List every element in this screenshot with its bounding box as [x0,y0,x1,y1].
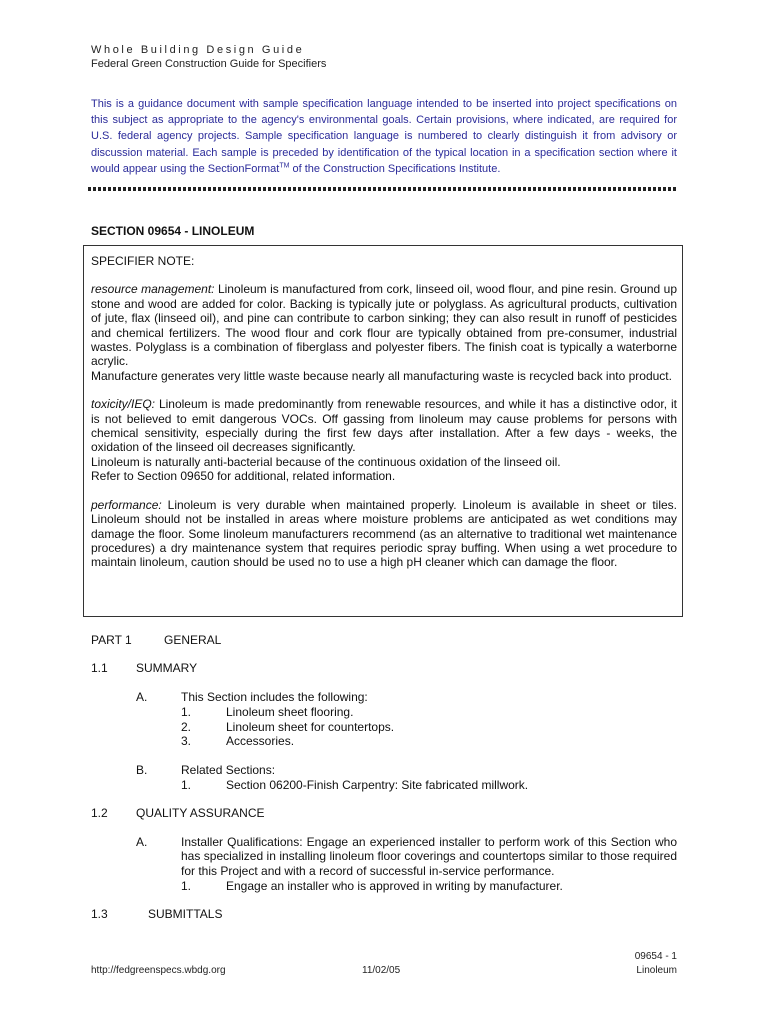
note-resource-paragraph [91,282,677,368]
article-1-2-title: QUALITY ASSURANCE [136,806,265,820]
para-a-label: A. [136,690,148,704]
toxicity-text-3: Refer to Section 09650 for additional, related information. [91,469,396,484]
performance-text: Linoleum is very durable when maintained properly. Linoleum is available in sheet or tiles. Linoleum should not be installed in areas where moisture problems are anticipated as wet conditions may damage the floor. Some linoleum manufacturers recommend (as an alternative to traditional wet maintenance procedures) a dry maintenance system that requires periodic spray buffing. When using a wet procedure to maintain linoleum, caution should be used no to use a high pH cleaner which can damage the floor. [91,497,677,570]
note-heading: SPECIFIER NOTE: [91,254,195,268]
list-item-text: Linoleum sheet flooring. [226,705,354,719]
list-item-number: 1. [181,778,192,792]
toxicity-label: toxicity/IEQ: [91,397,156,412]
part-number: PART 1 [91,633,132,647]
document-series-title: Whole Building Design Guide [91,44,305,56]
performance-label: performance: [91,497,162,512]
intro-text: This is a guidance document with sample specification language intended to be inserted into project specifications on this subject as appropriate to the agency's environmental goals. Certain provisions, where indicated, are required for U.S. federal agency projects. Sample specification language is numbered to clearly distinguish it from advisory or discussion material. Each sample is preceded by identification of the typical location in a specification section where it would appear using the SectionFormat [91,98,677,175]
para-a-text: Installer Qualifications: Engage an experienced installer to perform work of this Section who has specialized in installing linoleum floor coverings and countertops similar to those required for this Project and with a record of successful in-service performance. [181,835,677,878]
list-item-text: Linoleum sheet for countertops. [226,720,395,734]
list-item-number: 1. [181,705,192,719]
note-toxicity-paragraph [91,397,677,455]
specifier-note [91,254,677,570]
resource-text-2: Manufacture generates very little waste because nearly all manufacturing waste is recycled back into product. [91,368,672,383]
footer-date: 11/02/05 [362,965,401,976]
intro-text-end: of the Construction Specifications Institute. [289,162,501,175]
article-1-2-number: 1.2 [91,806,108,820]
dotted-divider [88,187,676,191]
toxicity-text-2: Linoleum is naturally anti-bacterial because of the continuous oxidation of the linseed oil. [91,454,561,469]
para-b-label: B. [136,763,148,777]
list-item-text: Section 06200-Finish Carpentry: Site fabricated millwork. [226,778,529,792]
footer-page-number: 09654 - 1 [634,951,677,962]
article-1-3-title: SUBMITTALS [148,907,223,921]
para-a-text: This Section includes the following: [181,690,368,704]
footer-url: http://fedgreenspecs.wbdg.org [91,965,226,976]
para-b-text: Related Sections: [181,763,276,777]
intro-paragraph [91,96,677,177]
resource-label: resource management: [91,282,215,297]
para-a-label: A. [136,835,148,849]
resource-text: Linoleum is manufactured from cork, linseed oil, wood flour, and pine resin. Ground up stone and wood are added for color. Backing is typically jute or polyglass. As agricultural products, cultivation of jute, flax (linseed oil), and pine can contribute to carbon sinking; they can also result in runoff of pesticides and chemical fertilizers. The wood flour and cork flour are typically obtained from pre-consumer, industrial wastes. Polyglass is a combination of fiberglass and polyester fibers. The finish coat is typically a waterborne acrylic. [91,282,677,369]
list-item-number: 3. [181,734,192,748]
footer-section-name: Linoleum [636,965,677,976]
list-item-number: 1. [181,879,192,893]
document-subtitle: Federal Green Construction Guide for Specifiers [91,58,327,70]
trademark-mark: TM [279,162,290,170]
list-item-text: Engage an installer who is approved in writing by manufacturer. [226,879,563,893]
list-item-number: 2. [181,720,192,734]
article-1-1-title: SUMMARY [136,661,198,675]
note-performance-paragraph [91,498,677,570]
article-1-3-number: 1.3 [91,907,108,921]
article-1-1-number: 1.1 [91,661,108,675]
toxicity-text: Linoleum is made predominantly from renewable resources, and while it has a distinctive odor, it is not believed to emit dangerous VOCs. Off gassing from linoleum may cause problems for persons with chemical sensitivity, especially during the first few days after installation. After a few days - weeks, the oxidation of the linseed oil decreases significantly. [91,397,677,455]
part-title: GENERAL [164,633,222,647]
list-item-text: Accessories. [226,734,295,748]
section-title: SECTION 09654 - LINOLEUM [91,224,255,238]
